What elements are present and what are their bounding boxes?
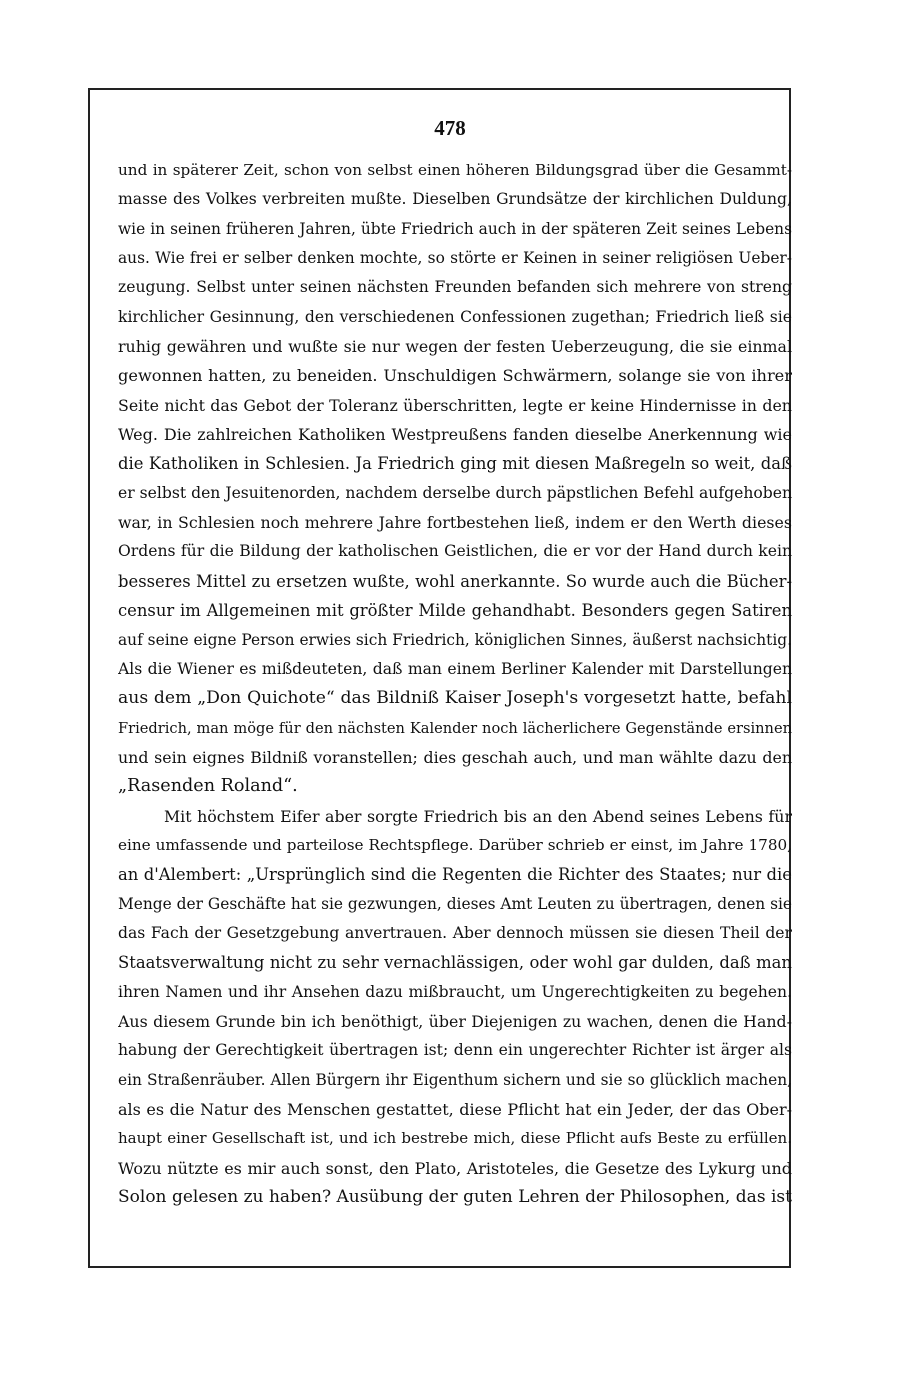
text-line: Ordens für die Bildung der katholischen Geistlichen, die er vor der Hand durch kein (118, 542, 792, 561)
text-line: an d'Alembert: „Ursprünglich sind die Regenten die Richter des Staates; nur die (118, 865, 792, 885)
text-line: das Fach der Gesetzgebung anvertrauen. Aber dennoch müssen sie diesen Theil der (118, 923, 792, 942)
text-line: Staatsverwaltung nicht zu sehr vernachlässigen, oder wohl gar dulden, daß man (118, 953, 792, 973)
text-line: Seite nicht das Gebot der Toleranz überschritten, legte er keine Hindernisse in den (118, 395, 792, 415)
text-line: ihren Namen und ihr Ansehen dazu mißbraucht, um Ungerechtigkeiten zu begehen. (118, 982, 792, 1001)
text-line: zeugung. Selbst unter seinen nächsten Freunden befanden sich mehrere von streng (118, 278, 792, 297)
text-line: Menge der Geschäfte hat sie gezwungen, dieses Amt Leuten zu übertragen, denen sie (118, 894, 792, 913)
text-line: kirchlicher Gesinnung, den verschiedenen Confessionen zugethan; Friedrich ließ sie (118, 307, 792, 326)
text-line: Mit höchstem Eifer aber sorgte Friedrich bis an den Abend seines Lebens für (164, 806, 792, 826)
text-line: Als die Wiener es mißdeuteten, daß man einem Berliner Kalender mit Darstellungen (118, 659, 792, 678)
text-line: eine umfassende und parteilose Rechtspflege. Darüber schrieb er einst, im Jahre 1780, (118, 835, 792, 854)
text-line: Friedrich, man möge für den nächsten Kalender noch lächerlichere Gegenstände ersinnen (118, 719, 792, 737)
text-line: die Katholiken in Schlesien. Ja Friedrich ging mit diesen Maßregeln so weit, daß (118, 454, 792, 474)
text-line: haupt einer Gesellschaft ist, und ich bestrebe mich, diese Pflicht aufs Beste zu erfüllen. (118, 1129, 792, 1148)
text-line: er selbst den Jesuitenorden, nachdem derselbe durch päpstlichen Befehl aufgehoben (118, 483, 792, 502)
text-line: wie in seinen früheren Jahren, übte Friedrich auch in der späteren Zeit seines Lebens (118, 219, 792, 238)
text-line: ruhig gewähren und wußte sie nur wegen der festen Ueberzeugung, die sie einmal (118, 337, 792, 357)
text-line: habung der Gerechtigkeit übertragen ist; denn ein ungerechter Richter ist ärger als (118, 1041, 792, 1060)
text-line: und sein eignes Bildniß voranstellen; dies geschah auch, und man wählte dazu den (118, 747, 792, 767)
body-text (118, 156, 792, 1212)
text-line: als es die Natur des Menschen gestattet, diese Pflicht hat ein Jeder, der das Ober- (118, 1100, 792, 1119)
text-line: „Rasenden Roland“. (118, 776, 298, 797)
text-line: auf seine eigne Person erwies sich Friedrich, königlichen Sinnes, äußerst nachsichtig. (118, 630, 792, 649)
text-line: gewonnen hatten, zu beneiden. Unschuldigen Schwärmern, solange sie von ihrer (118, 366, 792, 386)
text-line: Aus diesem Grunde bin ich benöthigt, über Diejenigen zu wachen, denen die Hand- (118, 1011, 792, 1031)
text-line: ein Straßenräuber. Allen Bürgern ihr Eigenthum sichern und sie so glücklich machen, (118, 1070, 792, 1089)
text-line: Wozu nützte es mir auch sonst, den Plato, Aristoteles, die Gesetze des Lykurg und (118, 1158, 792, 1178)
text-line: aus dem „Don Quichote“ das Bildniß Kaiser Joseph's vorgesetzt hatte, befahl (118, 688, 792, 709)
text-line: aus. Wie frei er selber denken mochte, so störte er Keinen in seiner religiösen Ueber- (118, 249, 792, 268)
text-line: und in späterer Zeit, schon von selbst einen höheren Bildungsgrad über die Gesammt- (118, 161, 792, 179)
text-line: besseres Mittel zu ersetzen wußte, wohl anerkannte. So wurde auch die Bücher- (118, 571, 792, 591)
page-number: 478 (434, 116, 466, 140)
text-line: war, in Schlesien noch mehrere Jahre fortbestehen ließ, indem er den Werth dieses (118, 513, 792, 533)
text-line: masse des Volkes verbreiten mußte. Dieselben Grundsätze der kirchlichen Duldung, (118, 190, 792, 209)
text-line: Solon gelesen zu haben? Ausübung der guten Lehren der Philosophen, das ist (118, 1187, 792, 1208)
text-line: censur im Allgemeinen mit größter Milde gehandhabt. Besonders gegen Satiren (118, 601, 792, 621)
text-line: Weg. Die zahlreichen Katholiken Westpreußens fanden dieselbe Anerkennung wie (118, 425, 792, 445)
